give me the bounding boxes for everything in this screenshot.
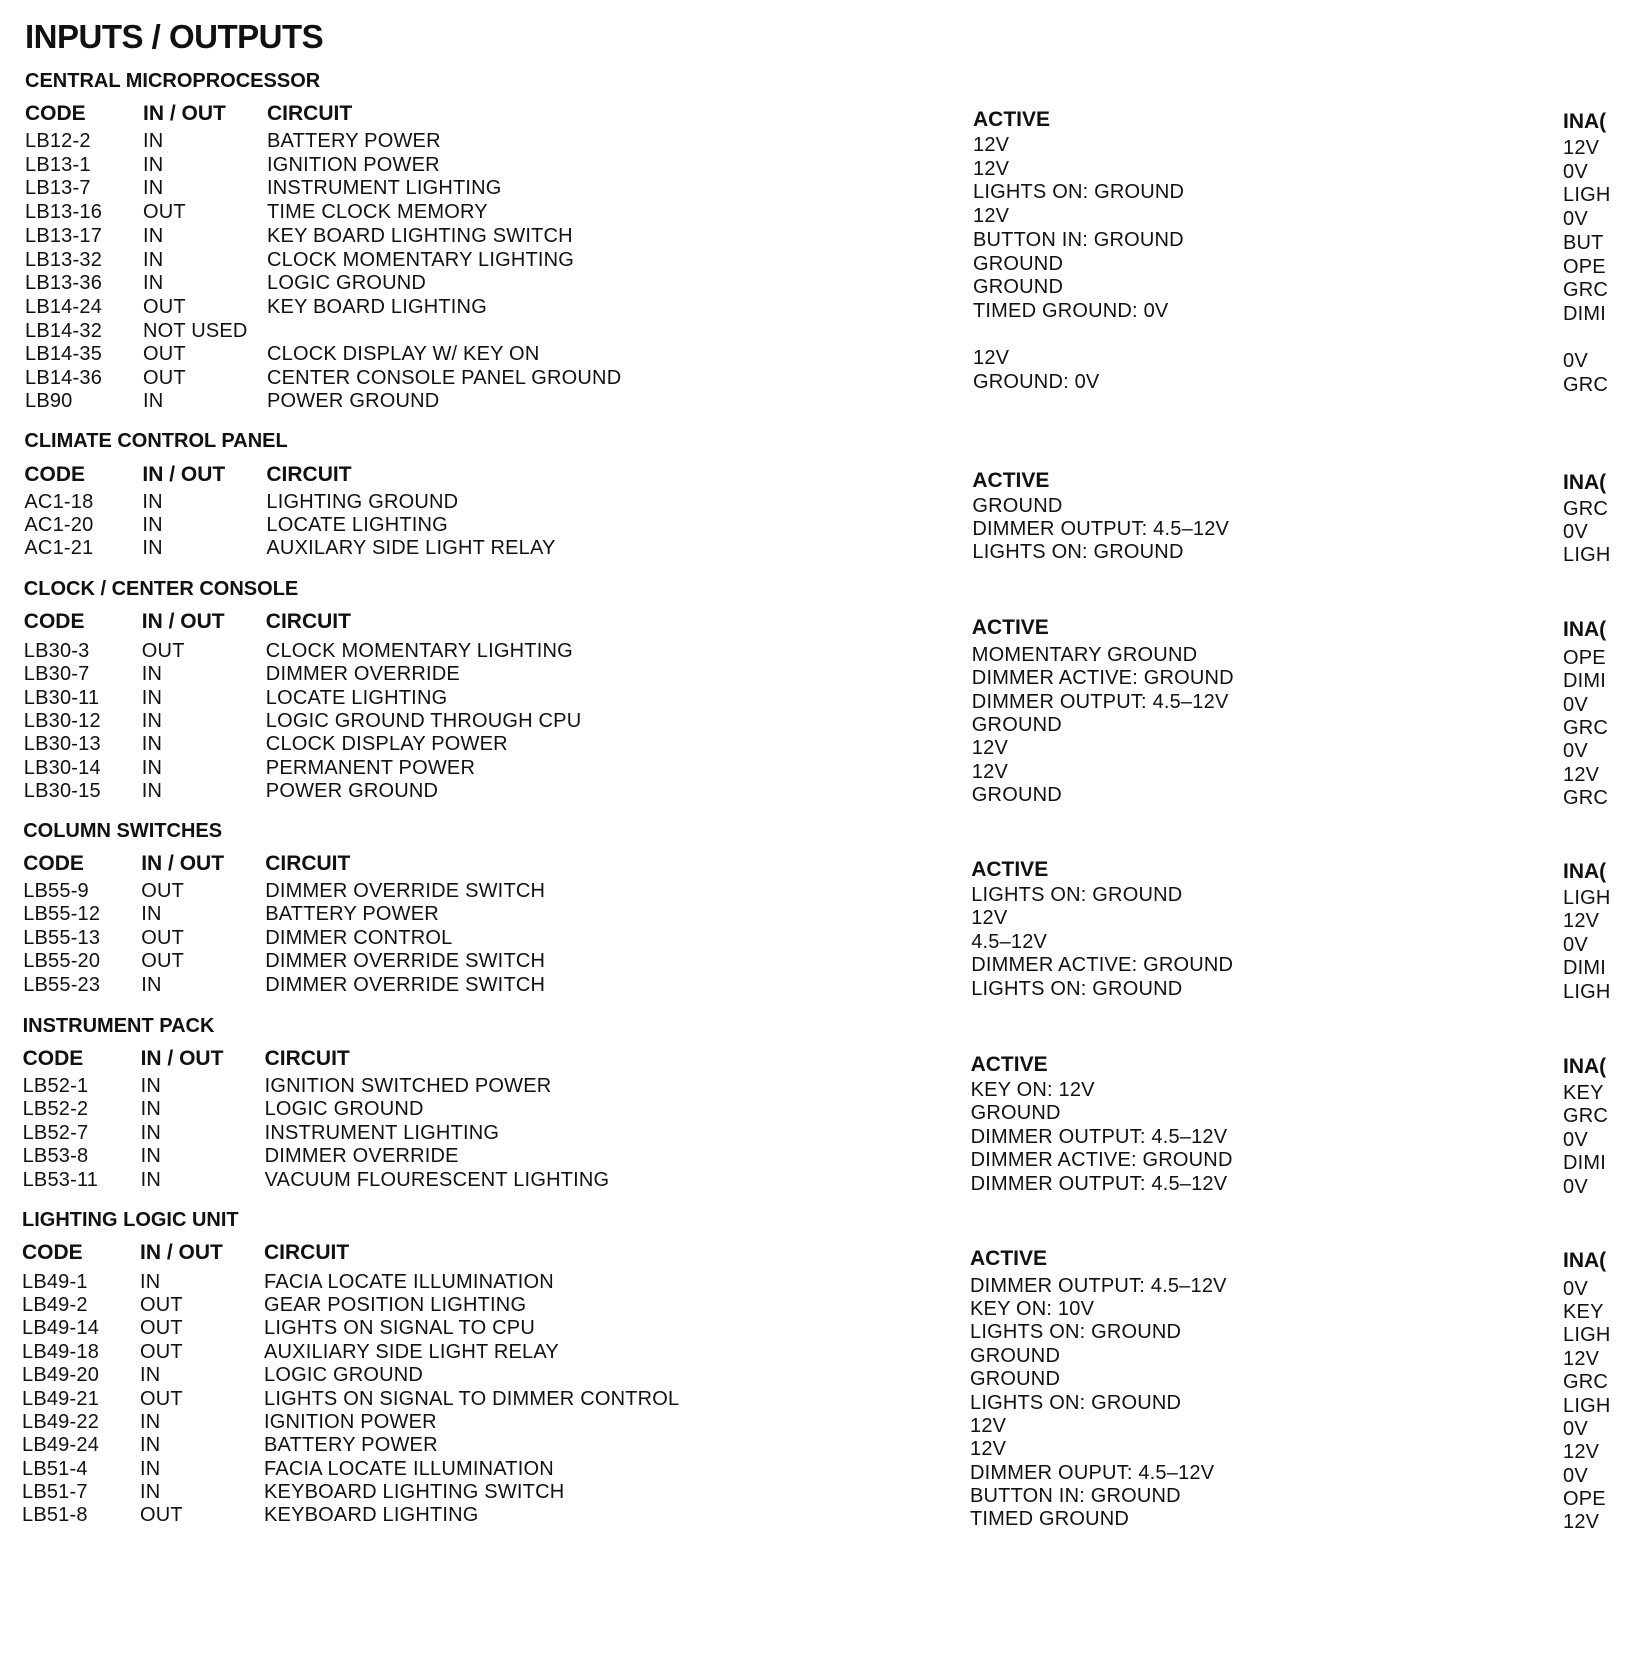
cell-circuit: PERMANENT POWER [265,757,476,779]
cell-active: TIMED GROUND [970,1508,1130,1530]
column-header-code: CODE [23,610,85,633]
cell-inout: IN [140,1075,161,1097]
cell-active: GROUND [973,276,1064,298]
column-header-inout: IN / OUT [141,852,225,875]
cell-code: LB14-35 [25,343,103,365]
column-header-code: CODE [22,1047,84,1070]
cell-active: TIMED GROUND: 0V [973,300,1169,322]
cell-inout: OUT [141,640,185,662]
cell-code: LB49-20 [22,1364,100,1386]
cell-inout: IN [142,491,163,513]
cell-active: 12V [973,134,1010,156]
cell-code: LB30-14 [23,757,101,779]
cell-code: LB30-3 [23,640,90,662]
cell-inout: IN [140,1481,161,1503]
cell-active: LIGHTS ON: GROUND [972,541,1184,563]
cell-circuit: INSTRUMENT LIGHTING [264,1122,500,1144]
cell-circuit: LOGIC GROUND THROUGH CPU [265,710,582,732]
cell-inout: OUT [140,1317,183,1339]
cell-inout: IN [140,1364,161,1386]
cell-inactive: DIMI [1563,303,1607,325]
cell-active: KEY ON: 12V [970,1079,1095,1101]
cell-active: MOMENTARY GROUND [971,644,1198,666]
cell-circuit: CLOCK DISPLAY POWER [265,733,508,755]
cell-code: LB13-7 [25,177,91,199]
cell-inout: IN [140,1145,161,1167]
cell-circuit: DIMMER OVERRIDE SWITCH [265,950,546,972]
column-header-code: CODE [25,102,86,125]
cell-code: LB55-23 [23,974,101,996]
cell-active: 12V [971,761,1008,783]
cell-code: LB13-36 [25,272,103,294]
cell-code: LB49-21 [22,1388,100,1410]
column-header-active: ACTIVE [970,1247,1048,1270]
cell-active: DIMMER ACTIVE: GROUND [971,667,1234,689]
column-header-inactive: INA( [1563,471,1607,494]
cell-code: LB14-36 [25,367,103,389]
column-header-active: ACTIVE [973,108,1051,131]
cell-active: DIMMER OUPUT: 4.5–12V [970,1462,1215,1484]
cell-inout: NOT USED [143,320,248,342]
cell-active: 12V [971,907,1008,929]
cell-inout: IN [140,1098,161,1120]
cell-circuit: IGNITION POWER [267,154,440,176]
cell-inout: IN [142,514,163,536]
cell-code: LB49-14 [22,1317,100,1339]
cell-inout: OUT [140,1504,183,1526]
column-header-active: ACTIVE [970,1053,1048,1076]
cell-active: 12V [971,737,1008,759]
column-header-inactive: INA( [1563,860,1607,883]
cell-circuit: FACIA LOCATE ILLUMINATION [264,1458,554,1480]
cell-inout: IN [143,249,164,271]
cell-circuit: DIMMER OVERRIDE [264,1145,459,1167]
column-header-inout: IN / OUT [142,463,226,486]
cell-inout: OUT [140,1341,183,1363]
cell-circuit: AUXILIARY SIDE LIGHT RELAY [264,1341,559,1363]
cell-active: 12V [973,205,1010,227]
cell-active: GROUND [970,1102,1061,1124]
cell-circuit: KEY BOARD LIGHTING [267,296,487,318]
cell-inout: IN [141,663,163,685]
cell-active: GROUND: 0V [973,371,1100,393]
cell-inactive: GRC [1563,1371,1609,1393]
cell-circuit: FACIA LOCATE ILLUMINATION [264,1271,554,1293]
section-title: COLUMN SWITCHES [23,820,223,842]
cell-code: LB52-7 [22,1122,89,1144]
cell-inactive: KEY [1563,1301,1604,1323]
cell-circuit: LOCATE LIGHTING [266,514,448,536]
cell-code: LB49-22 [22,1411,100,1433]
cell-active: DIMMER OUTPUT: 4.5–12V [970,1126,1228,1148]
cell-code: LB55-13 [23,927,101,949]
cell-code: LB49-2 [22,1294,88,1316]
cell-inout: IN [140,1122,161,1144]
cell-circuit: LOGIC GROUND [267,272,427,294]
cell-circuit: KEYBOARD LIGHTING [264,1504,479,1526]
cell-circuit: CENTER CONSOLE PANEL GROUND [267,367,622,389]
section-title: CENTRAL MICROPROCESSOR [25,70,321,92]
column-header-active: ACTIVE [971,616,1049,639]
cell-code: AC1-20 [24,514,94,536]
cell-active: GROUND [973,253,1064,275]
cell-active: 12V [973,158,1010,180]
cell-inout: OUT [143,201,186,223]
cell-inactive: LIGH [1563,184,1611,206]
cell-inactive: 12V [1563,1348,1600,1370]
cell-circuit: DIMMER OVERRIDE [265,663,460,685]
cell-inout: IN [142,537,163,559]
cell-inout: IN [141,903,162,925]
cell-code: LB55-9 [23,880,89,902]
cell-code: LB52-1 [22,1075,89,1097]
column-header-code: CODE [24,463,86,486]
cell-inout: OUT [141,950,185,972]
cell-inout: IN [141,974,162,996]
cell-inactive: 0V [1563,521,1588,543]
cell-code: LB30-7 [23,663,90,685]
cell-active: 4.5–12V [971,931,1048,953]
cell-inactive: 0V [1563,1278,1588,1300]
cell-inactive: LIGH [1563,981,1611,1003]
cell-inactive: OPE [1563,647,1606,669]
cell-circuit: LOGIC GROUND [264,1098,424,1120]
cell-code: AC1-18 [24,491,94,513]
cell-inactive: 0V [1563,350,1588,372]
cell-code: LB51-4 [22,1458,88,1480]
cell-active: GROUND [971,784,1062,806]
cell-code: LB14-24 [25,296,103,318]
cell-active: DIMMER OUTPUT: 4.5–12V [972,518,1230,540]
column-header-circuit: CIRCUIT [265,610,351,633]
column-header-circuit: CIRCUIT [266,463,352,486]
cell-code: LB53-8 [22,1145,89,1167]
cell-circuit: BATTERY POWER [267,130,441,152]
column-header-circuit: CIRCUIT [264,1241,350,1264]
cell-inout: OUT [140,1294,183,1316]
cell-inout: OUT [143,367,186,389]
cell-circuit: LIGHTS ON SIGNAL TO DIMMER CONTROL [264,1388,680,1410]
column-header-inout: IN / OUT [140,1047,224,1070]
cell-code: AC1-21 [24,537,94,559]
cell-inout: IN [141,687,163,709]
cell-code: LB55-12 [23,903,101,925]
cell-circuit: DIMMER CONTROL [265,927,453,949]
column-header-circuit: CIRCUIT [264,1047,350,1070]
cell-code: LB30-11 [23,687,100,709]
cell-circuit: CLOCK MOMENTARY LIGHTING [267,249,575,271]
cell-code: LB13-17 [25,225,103,247]
cell-inout: IN [140,1458,161,1480]
cell-circuit: BATTERY POWER [264,1434,438,1456]
cell-code: LB52-2 [22,1098,89,1120]
column-header-inactive: INA( [1563,110,1607,133]
cell-inactive: LIGH [1563,887,1611,909]
cell-circuit: TIME CLOCK MEMORY [267,201,488,223]
section-title: INSTRUMENT PACK [22,1015,215,1037]
cell-circuit: LIGHTING GROUND [266,491,459,513]
cell-active: BUTTON IN: GROUND [973,229,1184,251]
cell-active: DIMMER OUTPUT: 4.5–12V [970,1275,1227,1297]
cell-inout: IN [141,757,163,779]
cell-circuit: POWER GROUND [265,780,439,802]
cell-circuit: AUXILARY SIDE LIGHT RELAY [266,537,556,559]
cell-inactive: 12V [1563,137,1600,159]
column-header-code: CODE [23,852,84,875]
cell-active: LIGHTS ON: GROUND [970,1321,1182,1343]
column-header-code: CODE [22,1241,83,1264]
cell-inactive: LIGH [1563,544,1611,566]
cell-inactive: LIGH [1563,1324,1611,1346]
cell-inactive: 12V [1563,1441,1600,1463]
cell-inout: IN [141,733,163,755]
cell-circuit: INSTRUMENT LIGHTING [267,177,502,199]
cell-inactive: GRC [1563,279,1609,301]
cell-inout: IN [141,710,163,732]
section-title: CLOCK / CENTER CONSOLE [23,578,299,600]
cell-inactive: 0V [1563,694,1588,716]
cell-inactive: GRC [1563,1105,1609,1127]
cell-code: LB13-1 [25,154,91,176]
cell-code: LB13-16 [25,201,103,223]
cell-inout: OUT [143,343,186,365]
cell-circuit: LOCATE LIGHTING [265,687,448,709]
cell-active: LIGHTS ON: GROUND [971,978,1183,1000]
cell-active: 12V [973,347,1010,369]
cell-inactive: GRC [1563,498,1609,520]
cell-active: GROUND [970,1345,1061,1367]
section-title: LIGHTING LOGIC UNIT [22,1209,239,1231]
cell-code: LB14-32 [25,320,103,342]
cell-code: LB51-8 [22,1504,88,1526]
cell-circuit: GEAR POSITION LIGHTING [264,1294,527,1316]
cell-inactive: 0V [1563,208,1588,230]
column-header-inactive: INA( [1563,1249,1607,1272]
cell-active: GROUND [971,714,1062,736]
cell-inactive: KEY [1563,1082,1604,1104]
cell-circuit: KEYBOARD LIGHTING SWITCH [264,1481,565,1503]
cell-inactive: 0V [1563,1465,1588,1487]
cell-active: 12V [970,1415,1007,1437]
cell-inout: IN [143,177,164,199]
cell-inactive: 0V [1563,161,1588,183]
cell-inactive: OPE [1563,256,1606,278]
cell-inout: IN [140,1411,161,1433]
cell-inactive: GRC [1563,787,1609,809]
cell-inout: OUT [141,880,185,902]
cell-code: LB49-24 [22,1434,100,1456]
cell-inactive: 0V [1563,1176,1588,1198]
cell-inout: IN [143,225,164,247]
cell-code: LB13-32 [25,249,103,271]
cell-inactive: DIMI [1563,670,1607,692]
cell-code: LB53-11 [22,1169,99,1191]
cell-circuit: IGNITION SWITCHED POWER [264,1075,552,1097]
cell-code: LB51-7 [22,1481,88,1503]
cell-inout: IN [141,780,163,802]
cell-code: LB49-18 [22,1341,100,1363]
cell-inout: OUT [141,927,185,949]
column-header-inactive: INA( [1563,1055,1607,1078]
cell-inactive: 0V [1563,1129,1588,1151]
cell-active: 12V [970,1438,1007,1460]
cell-active: LIGHTS ON: GROUND [973,181,1185,203]
cell-inout: IN [143,130,164,152]
cell-circuit: DIMMER OVERRIDE SWITCH [265,974,546,996]
cell-active: DIMMER OUTPUT: 4.5–12V [970,1173,1228,1195]
cell-circuit: LOGIC GROUND [264,1364,424,1386]
cell-circuit: POWER GROUND [267,390,440,412]
cell-inactive: 12V [1563,910,1600,932]
cell-code: LB30-15 [23,780,101,802]
cell-inactive: 0V [1563,1418,1588,1440]
cell-inout: OUT [140,1388,183,1410]
cell-code: LB30-13 [23,733,101,755]
cell-active: GROUND [972,495,1063,517]
cell-circuit: BATTERY POWER [265,903,439,925]
cell-active: DIMMER ACTIVE: GROUND [971,954,1234,976]
column-header-circuit: CIRCUIT [265,852,351,875]
column-header-inactive: INA( [1563,618,1607,641]
cell-inout: IN [140,1434,161,1456]
cell-inout: IN [140,1169,161,1191]
cell-circuit: CLOCK DISPLAY W/ KEY ON [267,343,540,365]
cell-circuit: IGNITION POWER [264,1411,437,1433]
cell-inactive: 12V [1563,764,1600,786]
cell-inactive: DIMI [1563,1152,1607,1174]
cell-inout: IN [140,1271,161,1293]
cell-inactive: DIMI [1563,957,1607,979]
section-title: CLIMATE CONTROL PANEL [24,430,288,452]
cell-circuit: LIGHTS ON SIGNAL TO CPU [264,1317,535,1339]
cell-inout: IN [143,272,164,294]
cell-active: BUTTON IN: GROUND [970,1485,1181,1507]
cell-code: LB30-12 [23,710,101,732]
cell-active: KEY ON: 10V [970,1298,1095,1320]
cell-active: LIGHTS ON: GROUND [970,1392,1182,1414]
cell-circuit: DIMMER OVERRIDE SWITCH [265,880,546,902]
cell-circuit: KEY BOARD LIGHTING SWITCH [267,225,573,247]
cell-inactive: 0V [1563,740,1588,762]
cell-active: DIMMER ACTIVE: GROUND [970,1149,1233,1171]
cell-circuit: CLOCK MOMENTARY LIGHTING [265,640,573,662]
page-title: INPUTS / OUTPUTS [25,18,324,55]
cell-active: GROUND [970,1368,1061,1390]
cell-inactive: 12V [1563,1511,1600,1533]
cell-inout: OUT [143,296,186,318]
column-header-inout: IN / OUT [143,102,226,125]
cell-active: DIMMER OUTPUT: 4.5–12V [971,691,1229,713]
cell-inactive: OPE [1563,1488,1606,1510]
cell-inactive: GRC [1563,374,1609,396]
column-header-inout: IN / OUT [141,610,225,633]
cell-active: LIGHTS ON: GROUND [971,884,1183,906]
cell-inactive: BUT [1563,232,1604,254]
column-header-active: ACTIVE [971,858,1049,881]
cell-inactive: GRC [1563,717,1609,739]
cell-code: LB90 [25,390,73,412]
cell-code: LB12-2 [25,130,91,152]
cell-code: LB55-20 [23,950,101,972]
cell-inactive: LIGH [1563,1395,1611,1417]
cell-inactive: 0V [1563,934,1588,956]
column-header-active: ACTIVE [972,469,1050,492]
column-header-circuit: CIRCUIT [267,102,353,125]
cell-circuit: VACUUM FLOURESCENT LIGHTING [264,1169,610,1191]
column-header-inout: IN / OUT [140,1241,223,1264]
cell-code: LB49-1 [22,1271,88,1293]
cell-inout: IN [143,154,164,176]
cell-inout: IN [143,390,164,412]
